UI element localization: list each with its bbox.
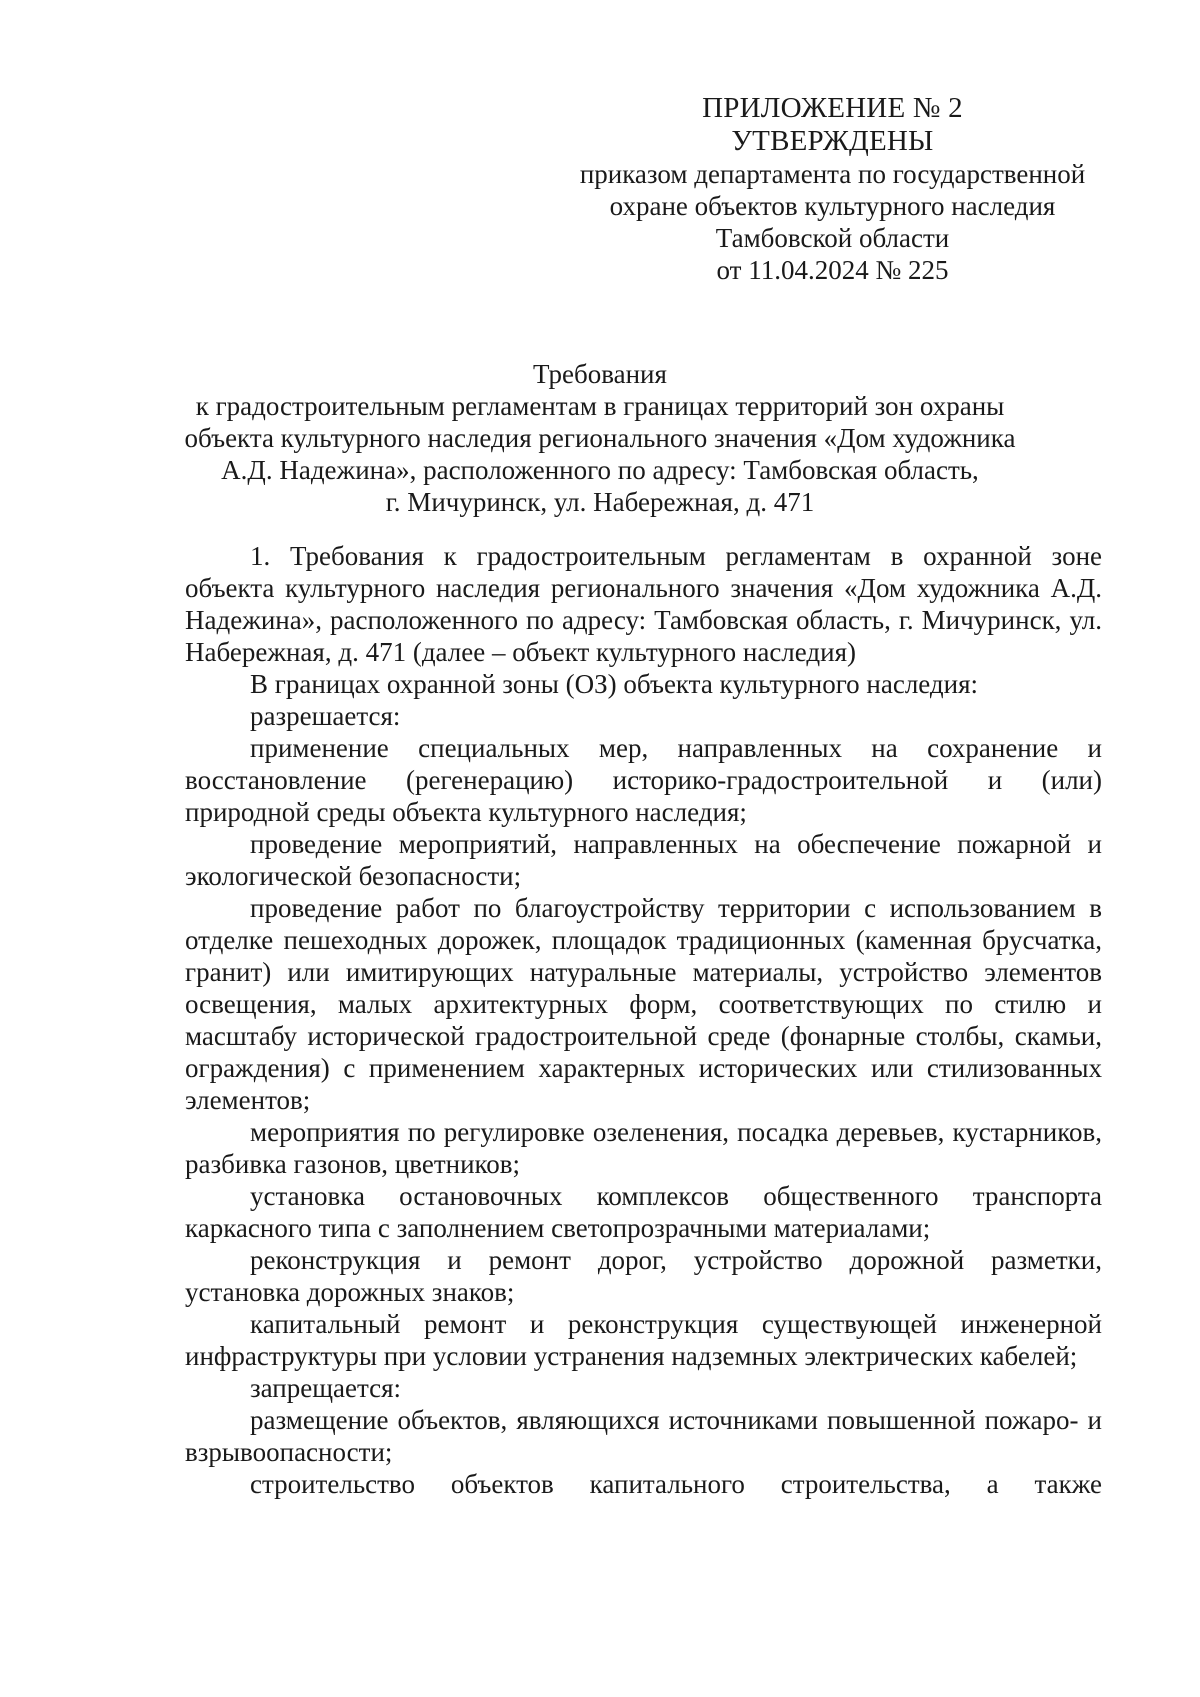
document-title — [170, 358, 1030, 518]
allowed-item: установка остановочных комплексов общественного транспорта каркасного типа с заполнением светопрозрачными материалами; — [185, 1181, 1102, 1243]
title-heading: Требования — [533, 359, 667, 389]
document-body — [185, 540, 1102, 1500]
title-line-3: А.Д. Надежина», расположенного по адресу: Тамбовская область, — [221, 455, 979, 485]
approved-label: УТВЕРЖДЕНЫ — [731, 125, 934, 157]
approval-line-1: приказом департамента по государственной — [579, 159, 1086, 189]
allowed-item: мероприятия по регулировке озеленения, посадка деревьев, кустарников, разбивка газонов, цветников; — [185, 1117, 1102, 1179]
allowed-label: разрешается: — [250, 701, 401, 731]
title-line-1: к градостроительным регламентам в границах территорий зон охраны — [195, 391, 1005, 421]
approval-line-3: Тамбовской области — [715, 223, 950, 253]
allowed-item: проведение мероприятий, направленных на обеспечение пожарной и экологической безопасности; — [185, 829, 1102, 891]
zone-intro: В границах охранной зоны (ОЗ) объекта культурного наследия: — [250, 669, 979, 699]
allowed-item: применение специальных мер, направленных на сохранение и восстановление (регенерацию) историко-градостроительной и (или) природной среды объекта культурного наследия; — [185, 733, 1102, 827]
approval-header — [560, 92, 1105, 286]
appendix-number: ПРИЛОЖЕНИЕ № 2 — [702, 92, 963, 124]
allowed-item: реконструкция и ремонт дорог, устройство дорожной разметки, установка дорожных знаков; — [185, 1245, 1102, 1307]
allowed-item: проведение работ по благоустройству территории с использованием в отделке пешеходных дорожек, площадок традиционных (каменная брусчатка, гранит) или имитирующих натуральные материалы, устройство элементов освещения, малых архитектурных форм, соответствующих по стилю и масштабу исторической градостроительной среде (фонарные столбы, скамьи, ограждения) с применением характерных исторических или стилизованных элементов; — [185, 893, 1102, 1115]
title-line-2: объекта культурного наследия регионального значения «Дом художника — [184, 423, 1016, 453]
forbidden-label: запрещается: — [250, 1373, 402, 1403]
approval-line-2: охране объектов культурного наследия — [609, 191, 1056, 221]
forbidden-item: размещение объектов, являющихся источниками повышенной пожаро- и взрывоопасности; — [185, 1405, 1102, 1467]
forbidden-item: строительство объектов капитального строительства, а также — [250, 1469, 1102, 1499]
section-1-paragraph: 1. Требования к градостроительным регламентам в охранной зоне объекта культурного наследия регионального значения «Дом художника А.Д. Надежина», расположенного по адресу: Тамбовская область, г. Мичуринск, ул. Набережная, д. 471 (далее – объект культурного наследия) — [185, 541, 1102, 667]
title-line-4: г. Мичуринск, ул. Набережная, д. 471 — [385, 487, 815, 517]
allowed-item: капитальный ремонт и реконструкция существующей инженерной инфраструктуры при условии устранения надземных электрических кабелей; — [185, 1309, 1102, 1371]
approval-date-number: от 11.04.2024 № 225 — [716, 255, 949, 285]
